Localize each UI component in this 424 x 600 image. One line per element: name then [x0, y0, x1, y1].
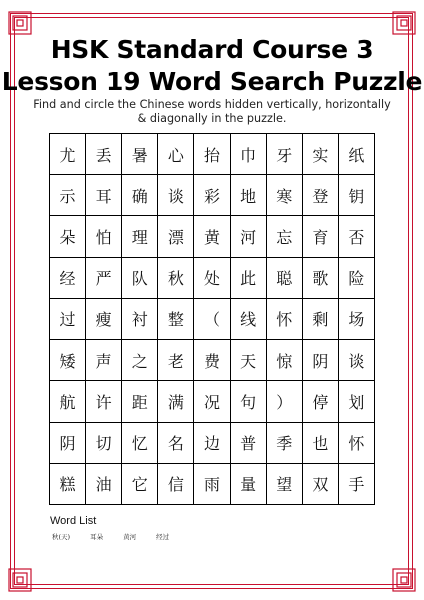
grid-cell[interactable]: 处 [194, 258, 230, 299]
grid-cell[interactable]: 确 [122, 175, 158, 216]
word-list-item: 秋(天) [52, 533, 71, 541]
grid-cell[interactable]: 矮 [50, 340, 86, 381]
grid-cell[interactable]: 示 [50, 175, 86, 216]
grid-cell[interactable]: 线 [231, 299, 267, 340]
grid-cell[interactable]: 尤 [50, 134, 86, 175]
grid-cell[interactable]: 否 [339, 216, 375, 257]
grid-cell[interactable]: 名 [158, 423, 194, 464]
grid-cell[interactable]: 季 [267, 423, 303, 464]
grid-cell[interactable]: 育 [303, 216, 339, 257]
grid-cell[interactable]: 糕 [50, 464, 86, 505]
corner-ornament-icon [8, 568, 32, 592]
grid-cell[interactable]: 怀 [267, 299, 303, 340]
grid-cell[interactable]: ） [267, 381, 303, 422]
grid-cell[interactable]: 谈 [158, 175, 194, 216]
grid-cell[interactable]: 严 [86, 258, 122, 299]
corner-ornament-icon [392, 11, 416, 35]
grid-cell[interactable]: 忆 [122, 423, 158, 464]
grid-cell[interactable]: 牙 [267, 134, 303, 175]
grid-cell[interactable]: 阴 [50, 423, 86, 464]
grid-cell[interactable]: 它 [122, 464, 158, 505]
grid-cell[interactable]: 剩 [303, 299, 339, 340]
grid-cell[interactable]: 怀 [339, 423, 375, 464]
grid-cell[interactable]: 心 [158, 134, 194, 175]
grid-cell[interactable]: 划 [339, 381, 375, 422]
grid-cell[interactable]: 经 [50, 258, 86, 299]
grid-cell[interactable]: 秋 [158, 258, 194, 299]
grid-cell[interactable]: 怕 [86, 216, 122, 257]
grid-cell[interactable]: 队 [122, 258, 158, 299]
corner-ornament-icon [392, 568, 416, 592]
grid-cell[interactable]: 险 [339, 258, 375, 299]
grid-cell[interactable]: 航 [50, 381, 86, 422]
grid-cell[interactable]: 天 [231, 340, 267, 381]
grid-cell[interactable]: 歌 [303, 258, 339, 299]
word-list [52, 532, 169, 541]
grid-cell[interactable]: 句 [231, 381, 267, 422]
grid-cell[interactable]: 聪 [267, 258, 303, 299]
grid-cell[interactable]: 望 [267, 464, 303, 505]
grid-cell[interactable]: 场 [339, 299, 375, 340]
grid-cell[interactable]: 普 [231, 423, 267, 464]
grid-cell[interactable]: 满 [158, 381, 194, 422]
grid-cell[interactable]: 双 [303, 464, 339, 505]
grid-cell[interactable]: 声 [86, 340, 122, 381]
grid-cell[interactable]: 阴 [303, 340, 339, 381]
grid-cell[interactable]: 手 [339, 464, 375, 505]
grid-cell[interactable]: 衬 [122, 299, 158, 340]
grid-cell[interactable]: 寒 [267, 175, 303, 216]
page-subtitle: Lesson 19 Word Search Puzzle [1, 67, 423, 96]
grid-cell[interactable]: 停 [303, 381, 339, 422]
grid-cell[interactable]: 河 [231, 216, 267, 257]
grid-cell[interactable]: 也 [303, 423, 339, 464]
grid-cell[interactable]: 量 [231, 464, 267, 505]
grid-cell[interactable]: 许 [86, 381, 122, 422]
grid-cell[interactable]: 信 [158, 464, 194, 505]
grid-cell[interactable]: 黄 [194, 216, 230, 257]
grid-cell[interactable]: 之 [122, 340, 158, 381]
grid-cell[interactable]: 费 [194, 340, 230, 381]
grid-cell[interactable]: 此 [231, 258, 267, 299]
word-list-item: 耳朵 [90, 533, 104, 541]
corner-ornament-icon [8, 11, 32, 35]
grid-cell[interactable]: （ [194, 299, 230, 340]
grid-cell[interactable]: 切 [86, 423, 122, 464]
instructions: Find and circle the Chinese words hidden vertically, horizontally & diagonally in the puzzle. [33, 98, 391, 125]
word-search-grid [49, 133, 375, 505]
grid-cell[interactable]: 丢 [86, 134, 122, 175]
grid-cell[interactable]: 耳 [86, 175, 122, 216]
grid-cell[interactable]: 巾 [231, 134, 267, 175]
grid-cell[interactable]: 纸 [339, 134, 375, 175]
grid-cell[interactable]: 暑 [122, 134, 158, 175]
grid-cell[interactable]: 抬 [194, 134, 230, 175]
word-list-title: Word List [50, 515, 97, 527]
grid-cell[interactable]: 钥 [339, 175, 375, 216]
grid-cell[interactable]: 理 [122, 216, 158, 257]
grid-cell[interactable]: 地 [231, 175, 267, 216]
word-list-item: 经过 [156, 533, 170, 541]
grid-cell[interactable]: 谈 [339, 340, 375, 381]
grid-cell[interactable]: 雨 [194, 464, 230, 505]
grid-cell[interactable]: 忘 [267, 216, 303, 257]
grid-cell[interactable]: 整 [158, 299, 194, 340]
page-title: HSK Standard Course 3 [50, 35, 374, 64]
grid-cell[interactable]: 况 [194, 381, 230, 422]
word-list-item: 黄河 [123, 533, 137, 541]
grid-cell[interactable]: 边 [194, 423, 230, 464]
grid-cell[interactable]: 距 [122, 381, 158, 422]
grid-cell[interactable]: 朵 [50, 216, 86, 257]
grid-cell[interactable]: 瘦 [86, 299, 122, 340]
grid-cell[interactable]: 彩 [194, 175, 230, 216]
grid-cell[interactable]: 实 [303, 134, 339, 175]
grid-cell[interactable]: 过 [50, 299, 86, 340]
grid-cell[interactable]: 老 [158, 340, 194, 381]
grid-cell[interactable]: 惊 [267, 340, 303, 381]
grid-cell[interactable]: 漂 [158, 216, 194, 257]
grid-cell[interactable]: 油 [86, 464, 122, 505]
grid-cell[interactable]: 登 [303, 175, 339, 216]
